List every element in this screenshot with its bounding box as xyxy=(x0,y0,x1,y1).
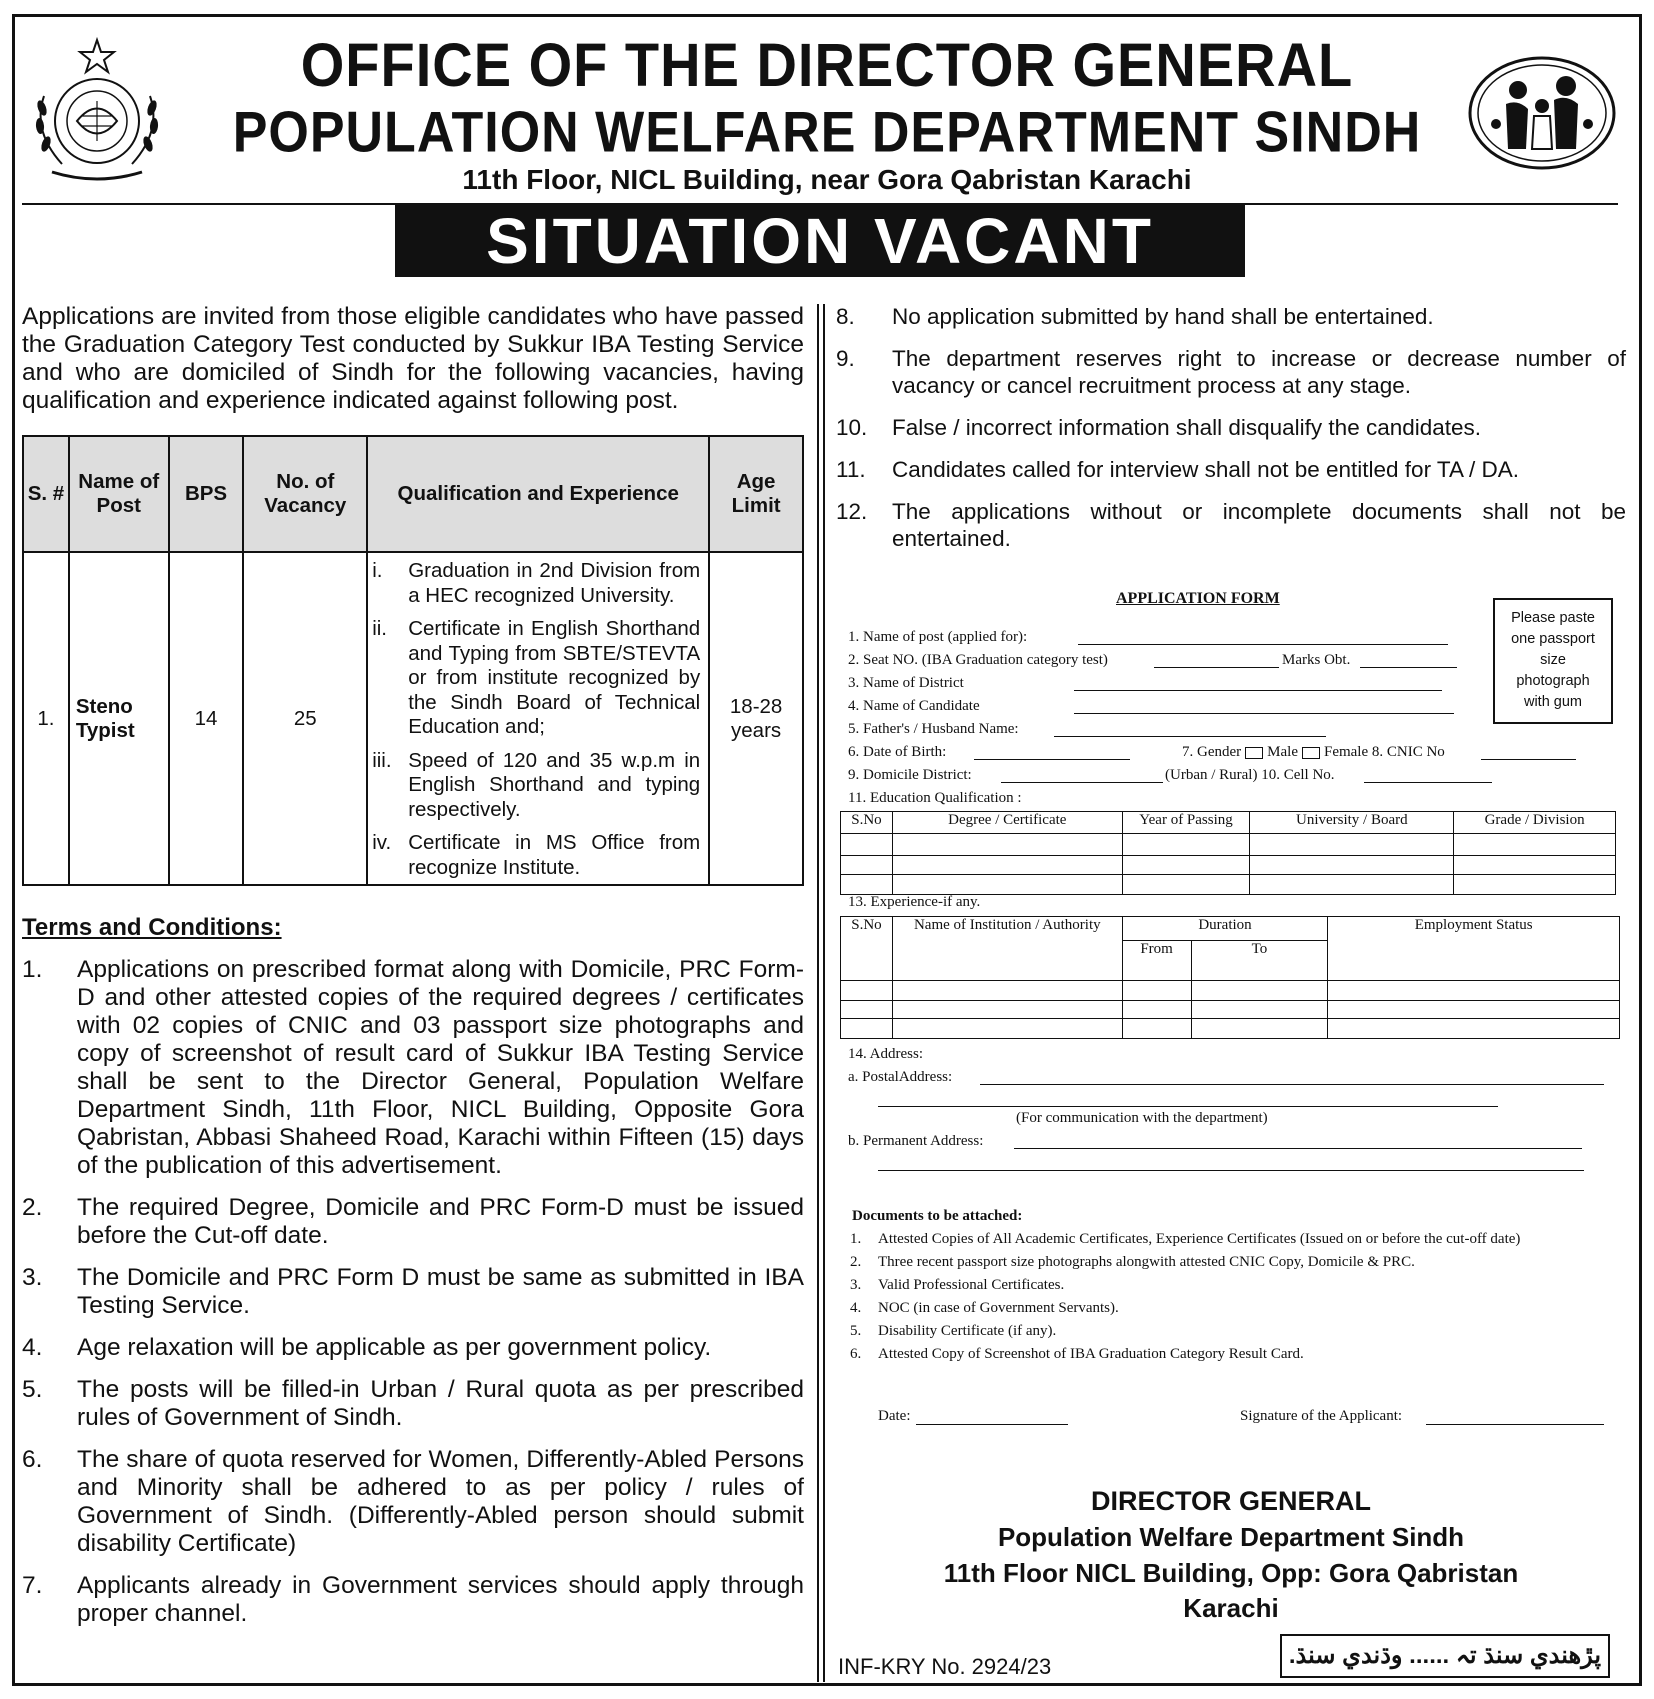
term-item: 6. The share of quota reserved for Women, Differently-Abled Persons and Minority shall be adhered to as per policy / rules of Government of Sindh. (Differently-Abled person should submit disability Certificate) xyxy=(22,1446,804,1557)
field-label-permanent-address: b. Permanent Address: xyxy=(848,1133,984,1149)
field-label-dob: 6. Date of Birth: xyxy=(848,744,947,760)
office-title: OFFICE OF THE DIRECTOR GENERAL xyxy=(300,29,1354,100)
col-header-sno: S. # xyxy=(23,436,69,552)
director-general-address: 11th Floor NICL Building, Opp: Gora Qabristan xyxy=(943,1558,1519,1588)
qualification-item: iii. Speed of 120 and 35 w.p.m in English Shorthand and typing respectively. xyxy=(372,748,701,821)
term-item: 4. Age relaxation will be applicable as per government policy. xyxy=(22,1334,712,1361)
table-row[interactable] xyxy=(841,834,1616,856)
postal-address-field-line2[interactable] xyxy=(878,1106,1498,1107)
table-row xyxy=(23,552,803,885)
document-item: 3. Valid Professional Certificates. xyxy=(850,1277,1065,1293)
exp-header-to: To xyxy=(1191,941,1328,981)
dob-field[interactable] xyxy=(974,759,1130,760)
office-address: 11th Floor, NICL Building, near Gora Qabristan Karachi xyxy=(462,164,1192,195)
inf-number: INF-KRY No. 2924/23 xyxy=(838,1654,1052,1679)
term-item: 1. Applications on prescribed format along with Domicile, PRC Form-D and other attested copies of the required degrees / certificates with 02 copies of CNIC and 03 passport size photographs and copy of screenshot of result card of Sukkur IBA Testing Service shall be sent to the Director General, Population Welfare Department Sindh, 11th Floor, NICL Building, Opposite Gora Qabristan, Abbasi Shaheed Road, Karachi within Fifteen (15) days of the publication of this advertisement. xyxy=(22,956,804,1179)
term-item: 8. No application submitted by hand shall be entertained. xyxy=(836,304,1434,329)
field-label-experience: 13. Experience-if any. xyxy=(848,894,981,910)
date-label: Date: xyxy=(878,1408,911,1424)
cell-qualifications xyxy=(367,552,709,885)
candidate-field[interactable] xyxy=(1074,713,1454,714)
sindhi-slogan-box: پڙهندي سنڌ تہ ...... وڌندي سنڌ. xyxy=(1280,1634,1610,1678)
date-field[interactable] xyxy=(916,1424,1068,1425)
table-row[interactable] xyxy=(841,981,1620,1001)
exp-header-institution: Name of Institution / Authority xyxy=(892,917,1122,981)
permanent-address-field-line2[interactable] xyxy=(878,1170,1584,1171)
exp-header-status: Employment Status xyxy=(1328,917,1620,981)
field-label-candidate: 4. Name of Candidate xyxy=(848,698,980,714)
term-item: 12. The applications without or incomplete documents shall not be entertained. xyxy=(836,499,1626,551)
term-item: 11. Candidates called for interview shall not be entitled for TA / DA. xyxy=(836,457,1520,482)
term-item: 7. Applicants already in Government services should apply through proper channel. xyxy=(22,1572,804,1627)
field-label-education: 11. Education Qualification : xyxy=(848,790,1022,806)
field-label-father: 5. Father's / Husband Name: xyxy=(848,721,1019,737)
marks-field[interactable] xyxy=(1360,667,1457,668)
table-row[interactable] xyxy=(841,1001,1620,1019)
terms-title: Terms and Conditions: xyxy=(22,914,282,941)
gender-group: 7. Gender Male Female 8. CNIC No xyxy=(1182,744,1445,760)
document-item: 6. Attested Copy of Screenshot of IBA Graduation Category Result Card. xyxy=(850,1346,1304,1362)
education-table xyxy=(840,811,1616,895)
field-label-domicile: 9. Domicile District: xyxy=(848,767,972,783)
vacancy-table xyxy=(22,435,804,886)
situation-vacant-banner: SITUATION VACANT xyxy=(395,205,1245,277)
right-column xyxy=(836,303,1626,567)
edu-header-degree: Degree / Certificate xyxy=(892,812,1122,834)
cell-post: Steno Typist xyxy=(69,552,169,885)
exp-header-from: From xyxy=(1122,941,1191,981)
female-checkbox[interactable] xyxy=(1302,747,1320,759)
term-item: 3. The Domicile and PRC Form D must be same as submitted in IBA Testing Service. xyxy=(22,1264,804,1319)
photo-box: Please paste one passport size photograph with gum xyxy=(1493,598,1613,724)
seat-field[interactable] xyxy=(1154,667,1279,668)
post-field[interactable] xyxy=(1078,644,1448,645)
documents-title: Documents to be attached: xyxy=(852,1208,1023,1224)
edu-header-university: University / Board xyxy=(1250,812,1454,834)
postal-address-field[interactable] xyxy=(980,1084,1604,1085)
vacancy-table-header xyxy=(23,436,803,552)
signature-label: Signature of the Applicant: xyxy=(1240,1408,1403,1424)
exp-header-sno: S.No xyxy=(841,917,893,981)
term-item: 2. The required Degree, Domicile and PRC Form-D must be issued before the Cut-off date. xyxy=(22,1194,804,1249)
cell-vacancies: 25 xyxy=(243,552,367,885)
field-label-seat: 2. Seat NO. (IBA Graduation category test) xyxy=(848,652,1108,668)
signature-field[interactable] xyxy=(1426,1424,1604,1425)
document-item: 1. Attested Copies of All Academic Certificates, Experience Certificates (Issued on or before the cut-off date) xyxy=(850,1231,1521,1247)
cell-bps: 14 xyxy=(169,552,244,885)
cnic-field[interactable] xyxy=(1481,759,1576,760)
col-header-post: Name of Post xyxy=(69,436,169,552)
document-item: 5. Disability Certificate (if any). xyxy=(850,1323,1057,1339)
qualification-item: iv. Certificate in MS Office from recognize Institute. xyxy=(372,831,701,879)
table-row[interactable] xyxy=(841,856,1616,875)
table-row[interactable] xyxy=(841,1019,1620,1039)
edu-header-grade: Grade / Division xyxy=(1454,812,1616,834)
intro-paragraph: Applications are invited from those eligible candidates who have passed the Graduation Category Test conducted by Sukkur IBA Testing Service and who are domiciled of Sindh for the following vacancies, having qualification and experience indicated against following post. xyxy=(22,303,804,414)
edu-header-sno: S.No xyxy=(841,812,893,834)
cell-sno: 1. xyxy=(23,552,69,885)
director-general-department: Population Welfare Department Sindh xyxy=(997,1522,1465,1552)
col-header-bps: BPS xyxy=(169,436,244,552)
permanent-address-field[interactable] xyxy=(1014,1148,1582,1149)
population-welfare-family-emblem-icon xyxy=(1466,54,1618,172)
document-item: 4. NOC (in case of Government Servants). xyxy=(850,1300,1119,1316)
qualification-item: ii. Certificate in English Shorthand and Typing from SBTE/STEVTA or from institute recognized by the Sindh Board of Technical Education and; xyxy=(372,617,701,738)
qualification-item: i. Graduation in 2nd Division from a HEC recognized University. xyxy=(372,559,701,607)
field-label-urban-cell: (Urban / Rural) 10. Cell No. xyxy=(1165,767,1335,783)
left-column xyxy=(22,303,804,1628)
father-field[interactable] xyxy=(1054,736,1326,737)
cell-field[interactable] xyxy=(1364,782,1492,783)
term-item: 9. The department reserves right to increase or decrease number of vacancy or cancel recruitment process at any stage. xyxy=(836,346,1626,398)
document-item: 2. Three recent passport size photographs alongwith attested CNIC Copy, Domicile & PRC. xyxy=(850,1254,1415,1270)
form-title: APPLICATION FORM xyxy=(1116,590,1280,607)
col-header-vacancy: No. of Vacancy xyxy=(243,436,367,552)
department-title: POPULATION WELFARE DEPARTMENT SINDH xyxy=(232,101,1422,165)
male-checkbox[interactable] xyxy=(1245,747,1263,759)
director-general-city: Karachi xyxy=(1183,1593,1279,1623)
term-item: 5. The posts will be filled-in Urban / Rural quota as per prescribed rules of Government of Sindh. xyxy=(22,1376,804,1431)
district-field[interactable] xyxy=(1074,690,1442,691)
cell-age: 18-28 years xyxy=(709,552,803,885)
field-label-district: 3. Name of District xyxy=(848,675,964,691)
table-row[interactable] xyxy=(841,875,1616,895)
col-header-qualification: Qualification and Experience xyxy=(367,436,709,552)
term-item: 10. False / incorrect information shall disqualify the candidates. xyxy=(836,415,1482,440)
field-label-post: 1. Name of post (applied for): xyxy=(848,629,1028,645)
director-general-title: DIRECTOR GENERAL xyxy=(1090,1486,1372,1516)
domicile-field[interactable] xyxy=(1001,782,1163,783)
experience-table xyxy=(840,916,1620,1039)
field-label-marks: Marks Obt. xyxy=(1282,652,1351,668)
communication-note: (For communication with the department) xyxy=(1016,1110,1268,1126)
field-label-postal-address: a. PostalAddress: xyxy=(848,1069,953,1085)
field-label-address: 14. Address: xyxy=(848,1046,923,1062)
col-header-age: Age Limit xyxy=(709,436,803,552)
column-divider xyxy=(817,304,825,1682)
exp-header-duration: Duration xyxy=(1122,917,1328,941)
edu-header-year: Year of Passing xyxy=(1122,812,1250,834)
